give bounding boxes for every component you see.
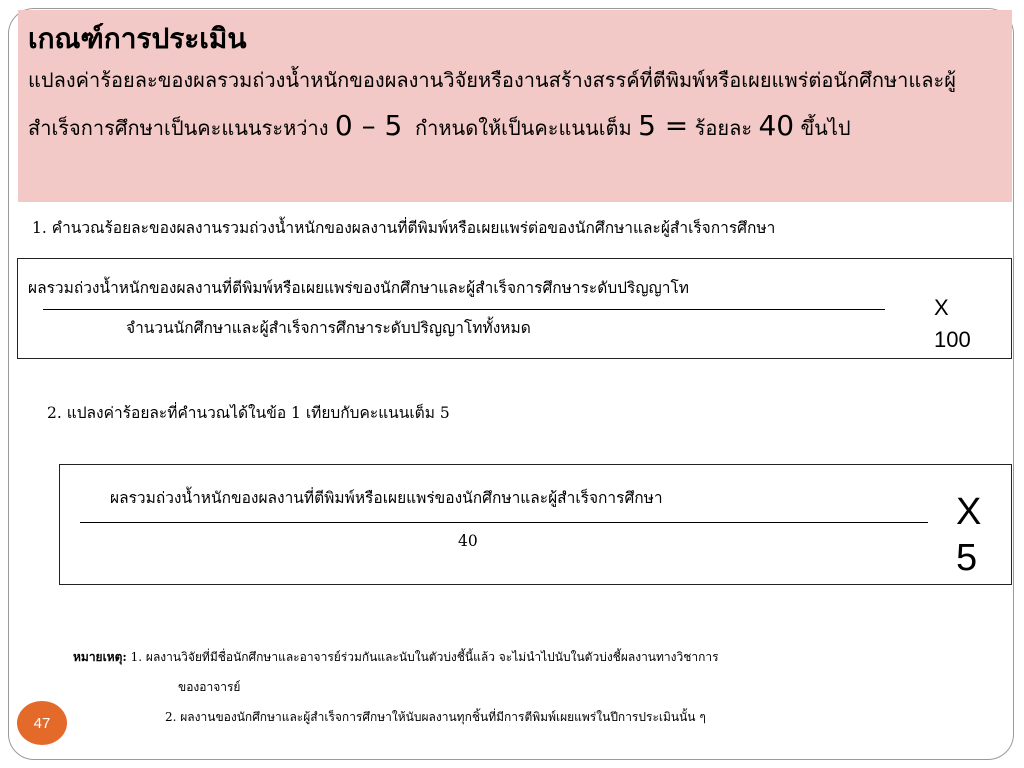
desc-part1: แปลงค่าร้อยละของผลรวมถ่วงน้ำหนักของผลงานวิจัยหรืองานสร้างสรรค์ที่ตีพิมพ์หรือเผยแพร่ต่อนักศึกษาและผู้สำเร็จการศึกษาเป็นคะแนนระหว่าง xyxy=(28,68,956,140)
criteria-header xyxy=(18,10,1012,202)
formula2-multiply-symbol: X xyxy=(956,491,982,533)
note-item1-line2: ของอาจารย์ xyxy=(178,680,241,694)
desc-part4: ขึ้นไป xyxy=(800,116,851,140)
step1-text: 1. คำนวณร้อยละของผลงานรวมถ่วงน้ำหนักของผลงานที่ตีพิมพ์หรือเผยแพร่ต่อของนักศึกษาและผู้สำเร็จการศึกษา xyxy=(32,219,776,237)
formula1-fraction-line xyxy=(43,309,885,310)
desc-part3: ร้อยละ xyxy=(694,116,753,140)
formula1-numerator: ผลรวมถ่วงน้ำหนักของผลงานที่ตีพิมพ์หรือเผยแพร่ของนักศึกษาและผู้สำเร็จการศึกษาระดับปริญญาโท xyxy=(28,279,689,297)
formula1-multiplier: 100 xyxy=(934,327,971,352)
formula2-denominator: 40 xyxy=(458,532,478,550)
note-item1 xyxy=(73,648,719,667)
criteria-description xyxy=(28,58,1002,151)
formula-box-2 xyxy=(59,464,1012,585)
formula2-multiplier: 5 xyxy=(956,537,978,579)
full-score: 5 = xyxy=(638,109,689,142)
note-label: หมายเหตุ: xyxy=(73,650,127,664)
formula2-fraction-line xyxy=(80,522,928,523)
formula-box-1 xyxy=(17,258,1012,359)
page-title: เกณฑ์การประเมิน xyxy=(28,22,247,55)
page-number-badge: 47 xyxy=(17,701,67,745)
percent-value: 40 xyxy=(758,109,795,142)
formula1-denominator: จำนวนนักศึกษาและผู้สำเร็จการศึกษาระดับปริญญาโททั้งหมด xyxy=(126,319,531,337)
step2-text: 2. แปลงค่าร้อยละที่คำนวณได้ในข้อ 1 เทียบกับคะแนนเต็ม 5 xyxy=(47,404,450,422)
formula2-numerator: ผลรวมถ่วงน้ำหนักของผลงานที่ตีพิมพ์หรือเผยแพร่ของนักศึกษาและผู้สำเร็จการศึกษา xyxy=(110,489,663,507)
formula1-multiply-symbol: X xyxy=(934,295,949,320)
note-item1-line1: 1. ผลงานวิจัยที่มีชื่อนักศึกษาและอาจารย์ร่วมกันและนับในตัวบ่งชี้นี้แล้ว จะไม่นำไปนับในตัวบ่งชี้ผลงานทางวิชาการ xyxy=(130,650,719,664)
desc-part2: กำหนดให้เป็นคะแนนเต็ม xyxy=(415,116,632,140)
score-range: 0 – 5 xyxy=(334,109,403,142)
note-item2: 2. ผลงานของนักศึกษาและผู้สำเร็จการศึกษาให้นับผลงานทุกชิ้นที่มีการตีพิมพ์เผยแพร่ในปีการประเมินนั้น ๆ xyxy=(165,710,706,724)
